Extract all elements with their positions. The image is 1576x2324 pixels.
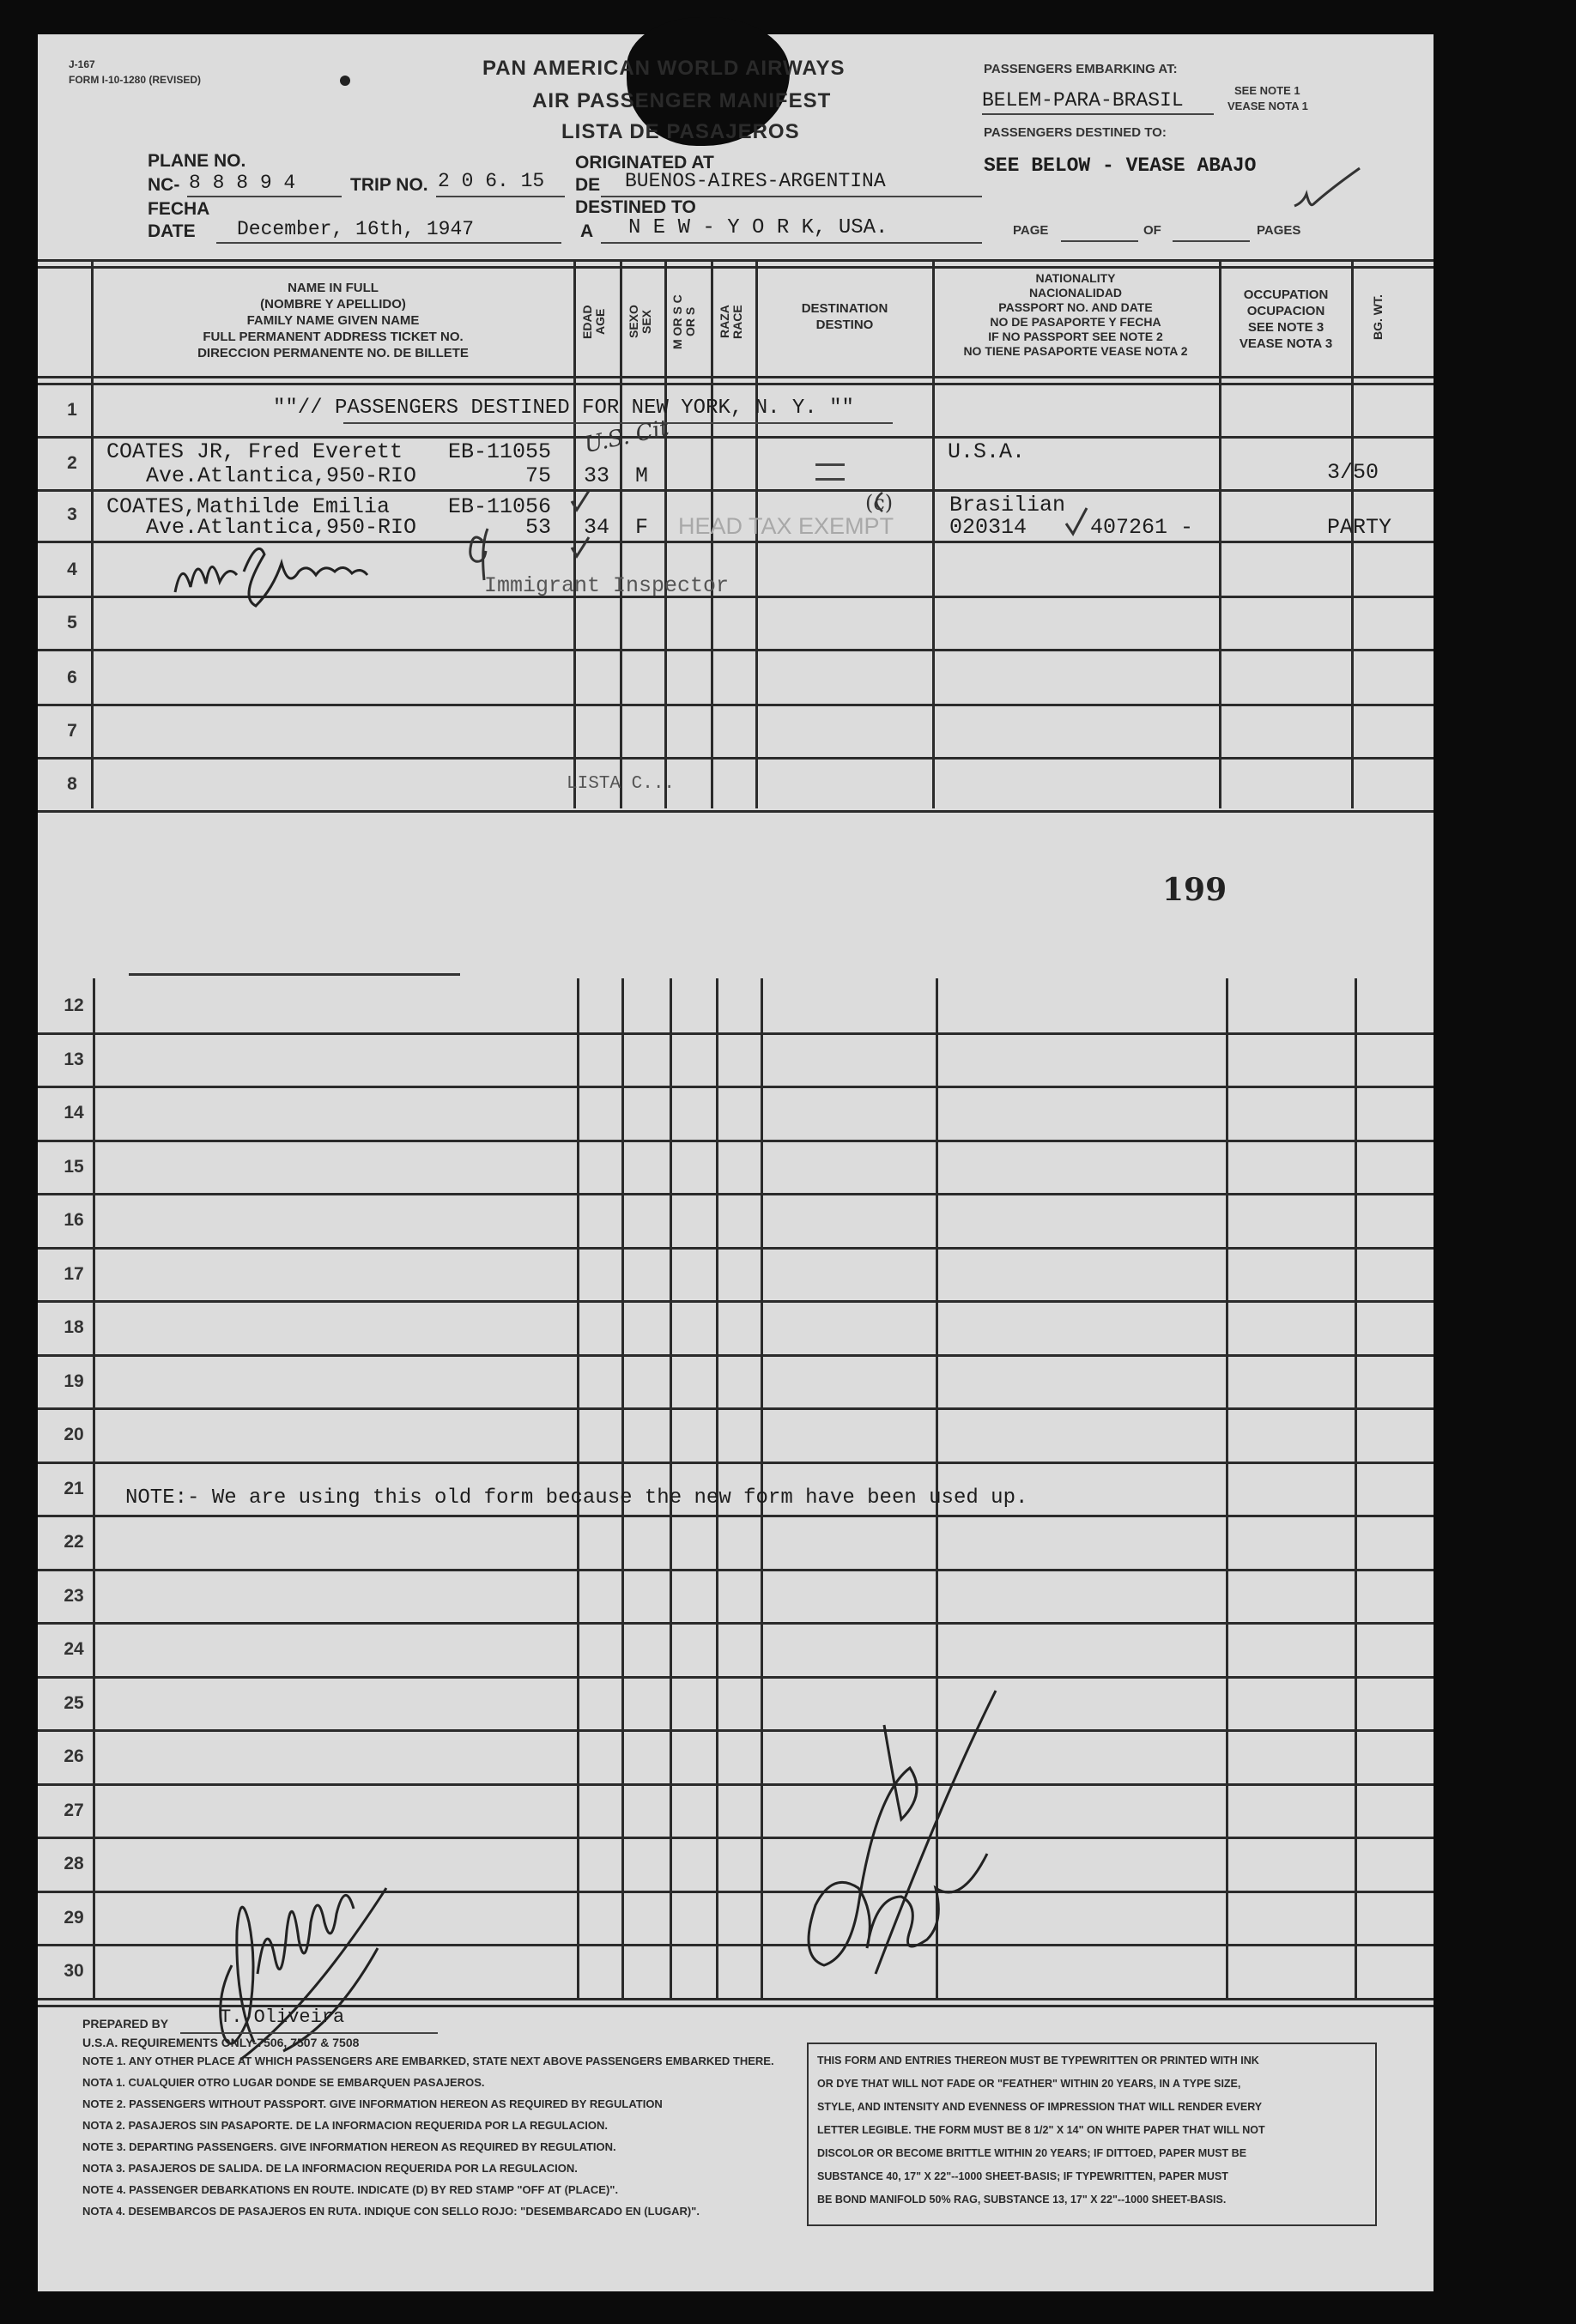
plane-label: PLANE NO. [148,151,246,171]
row-number: 24 [64,1639,84,1659]
title-lista: LISTA DE PASAJEROS [561,120,800,143]
row-divider [38,1300,1434,1303]
row-divider [38,436,1434,439]
date-value: December, 16th, 1947 [237,218,475,240]
row-number: 15 [64,1157,84,1177]
plane-number: 8 8 8 9 4 [189,172,296,194]
dot-mark [340,76,350,86]
p1-name: COATES JR, Fred Everett [106,439,403,464]
row-number: 19 [64,1371,84,1391]
col-occupation-header: OCCUPATION OCUPACION SEE NOTE 3 VEASE NOTA 3 [1239,287,1333,351]
date-label: DATE [148,221,196,241]
p1-age: 33 [584,463,610,488]
p1-address: Ave.Atlantica,950-RIO [146,463,417,488]
row-number: 3 [67,505,77,524]
row-divider [38,1783,1434,1786]
head-tax-exempt-stamp: HEAD TAX EXEMPT [678,513,894,539]
pages-label: PAGES [1257,223,1301,238]
title-manifest: AIR PASSENGER MANIFEST [532,89,832,112]
row-number: 30 [64,1961,84,1981]
note-line: NOTA 1. CUALQUIER OTRO LUGAR DONDE SE EMBARQUEN PASAJEROS. [82,2076,485,2089]
row-number: 28 [64,1854,84,1873]
preparer-signature [206,1862,446,2085]
lista-fragment: LISTA C... [567,774,676,794]
spec-line: OR DYE THAT WILL NOT FADE OR "FEATHER" WITHIN 20 YEARS, IN A TYPE SIZE, [817,2078,1241,2090]
row-number: 1 [67,400,77,420]
row-divider [38,757,1434,760]
col-name-header: NAME IN FULL (NOMBRE Y APELLIDO) FAMILY NAME GIVEN NAME FULL PERMANENT ADDRESS TICKET NO. DIRECCION PERMANENTE NO. DE BILLETE [197,281,469,360]
row-number: 14 [64,1103,84,1123]
row-divider [38,1462,1434,1464]
p1-ticket: EB-11055 [448,439,552,464]
embark-label: PASSENGERS EMBARKING AT: [984,62,1178,76]
immigrant-inspector-label: Immigrant Inspector [484,573,730,598]
row-divider [38,1569,1434,1571]
col-destination-header: DESTINATION DESTINO [801,301,888,332]
orig-de: DE [575,175,601,195]
row-divider [38,1032,1434,1035]
spec-line: LETTER LEGIBLE. THE FORM MUST BE 8 1/2" X 14" ON WHITE PAPER THAT WILL NOT [817,2124,1265,2136]
col-race-header: RAZA RACE [718,305,744,339]
row-number: 20 [64,1425,84,1444]
note-row-21: NOTE:- We are using this old form because the new form have been used up. [125,1486,1028,1510]
prepared-by-value: T. Oliveira [220,2006,345,2028]
dest-label: DESTINED TO [575,197,696,217]
row-divider [38,1837,1434,1839]
row-number: 26 [64,1746,84,1766]
form-id-1: J-167 [69,58,95,70]
col-age-header: EDAD AGE [580,305,607,339]
row-number: 5 [67,613,77,632]
p2-ticket-suffix: 53 [525,515,552,540]
form-id-2: FORM I-10-1280 (REVISED) [69,74,202,86]
note-line: NOTA 2. PASAJEROS SIN PASAPORTE. DE LA INFORMACION REQUERIDA POR LA REGULACION. [82,2119,609,2132]
spec-line: BE BOND MANIFOLD 50% RAG, SUBSTANCE 13, 17" X 22"--1000 SHEET-BASIS. [817,2194,1227,2206]
row-divider [38,1729,1434,1732]
row-divider [38,1140,1434,1142]
row-divider [38,489,1434,492]
p2-weight: PARTY [1327,515,1392,540]
row-number: 22 [64,1532,84,1552]
note-line: NOTA 3. PASAJEROS DE SALIDA. DE LA INFORMACION REQUERIDA POR LA REGULACION. [82,2162,578,2175]
p2-age: 34 [584,515,610,540]
p1-nationality: U.S.A. [948,439,1026,464]
p1-ticket-suffix: 75 [525,463,552,488]
note-line: NOTE 1. ANY OTHER PLACE AT WHICH PASSENGERS ARE EMBARKED, STATE NEXT ABOVE PASSENGERS EMBARKED THERE. [82,2055,774,2067]
row-divider [38,1515,1434,1517]
p2-address: Ave.Atlantica,950-RIO [146,515,417,540]
vease-nota-1: VEASE NOTA 1 [1227,100,1308,112]
plane-prefix: NC- [148,175,180,195]
row-divider [38,1407,1434,1410]
p1-destination-mark [815,463,845,481]
row-number: 7 [67,721,77,741]
row-number: 21 [64,1479,84,1498]
col-civil-header: M OR S C OR S [670,294,697,349]
dest-a: A [580,221,594,241]
prepared-by-label: PREPARED BY [82,2017,169,2030]
row-number: 29 [64,1908,84,1928]
destined-value: SEE BELOW - VEASE ABAJO [984,154,1257,177]
spec-line: DISCOLOR OR BECOME BRITTLE WITHIN 20 YEARS; IF DITTOED, PAPER MUST BE [817,2147,1247,2159]
spec-line: THIS FORM AND ENTRIES THEREON MUST BE TYPEWRITTEN OR PRINTED WITH INK [817,2055,1259,2067]
page-number: 199 [1162,872,1227,908]
col-weight-header: BG. WT. [1371,294,1385,341]
row-number: 6 [67,668,77,687]
row-number: 12 [64,996,84,1015]
svg-text:(c): (c) [865,491,894,515]
col-nationality-header: NATIONALITY NACIONALIDAD PASSPORT NO. AND DATE NO DE PASAPORTE Y FECHA IF NO PASSPORT SEE NOTE 2 NO TIENE PASAPORTE VEASE NOTA 2 [963,271,1188,358]
p1-handwritten-citizen: U.S. Cit [581,415,671,459]
spec-line: SUBSTANCE 40, 17" X 22"--1000 SHEET-BASIS; IF TYPEWRITTEN, PAPER MUST [817,2170,1228,2182]
p1-weight: 3/50 [1327,460,1379,485]
p2-passport-2: 407261 - [1090,515,1194,540]
row-number: 25 [64,1693,84,1713]
row-number: 8 [67,774,77,794]
row-divider [38,1354,1434,1357]
p2-nationality: Brasilian [949,493,1066,517]
row-divider [38,704,1434,706]
row-divider [38,1086,1434,1088]
row-number: 16 [64,1210,84,1230]
row-divider [38,1622,1434,1625]
note-line: NOTE 2. PASSENGERS WITHOUT PASSPORT. GIVE INFORMATION HEREON AS REQUIRED BY REGULATION [82,2097,663,2110]
note-line: NOTA 4. DESEMBARCOS DE PASAJEROS EN RUTA. INDIQUE CON SELLO ROJO: "DESEMBARCADO EN (LUGAR)". [82,2205,700,2218]
row-number: 18 [64,1317,84,1337]
trip-number: 2 0 6. 15 [438,170,545,192]
officer-signature [781,1682,1021,2043]
orig-value: BUENOS-AIRES-ARGENTINA [625,170,886,192]
p2-passport: 020314 [949,515,1027,540]
dest-value: N E W - Y O R K, USA. [628,216,888,239]
destined-label: PASSENGERS DESTINED TO: [984,125,1167,140]
fecha-label: FECHA [148,199,210,219]
note-line: NOTE 4. PASSENGER DEBARKATIONS EN ROUTE. INDICATE (D) BY RED STAMP "OFF AT (PLACE)". [82,2183,619,2196]
usa-requirements: U.S.A. REQUIREMENTS ONLY-7506, 7507 & 7508 [82,2036,360,2049]
row-number: 4 [67,560,77,579]
of-label: OF [1143,223,1161,238]
p2-ticket: EB-11056 [448,494,552,519]
row-divider [38,649,1434,651]
row-divider [38,810,1434,813]
row1-passengers-destined: ""// PASSENGERS DESTINED FOR NEW YORK, N. Y. "" [273,396,854,420]
check-mark-icon [1288,163,1365,223]
embark-value: BELEM-PARA-BRASIL [982,89,1184,112]
row-divider [38,1193,1434,1195]
p2-name: COATES,Mathilde Emilia [106,494,391,519]
row-number: 17 [64,1264,84,1284]
spec-line: STYLE, AND INTENSITY AND EVENNESS OF IMPRESSION THAT WILL RENDER EVERY [817,2101,1263,2113]
orig-label: ORIGINATED AT [575,153,714,172]
see-note-1: SEE NOTE 1 [1234,84,1300,97]
trip-label: TRIP NO. [350,175,428,195]
page-label: PAGE [1013,223,1049,238]
row-number: 23 [64,1586,84,1606]
handwritten-c-and-check [858,486,1116,537]
note-line: NOTE 3. DEPARTING PASSENGERS. GIVE INFORMATION HEREON AS REQUIRED BY REGULATION. [82,2140,616,2153]
row-divider [38,1676,1434,1679]
row-divider [38,1247,1434,1250]
title-airline: PAN AMERICAN WORLD AIRWAYS [482,57,846,80]
inspector-signature [168,539,494,616]
p1-sex: M [635,463,649,488]
p2-sex: F [635,515,649,540]
row-number: 13 [64,1050,84,1069]
col-sex-header: SEXO SEX [627,305,653,339]
row-number: 27 [64,1800,84,1820]
row-number: 2 [67,453,77,473]
